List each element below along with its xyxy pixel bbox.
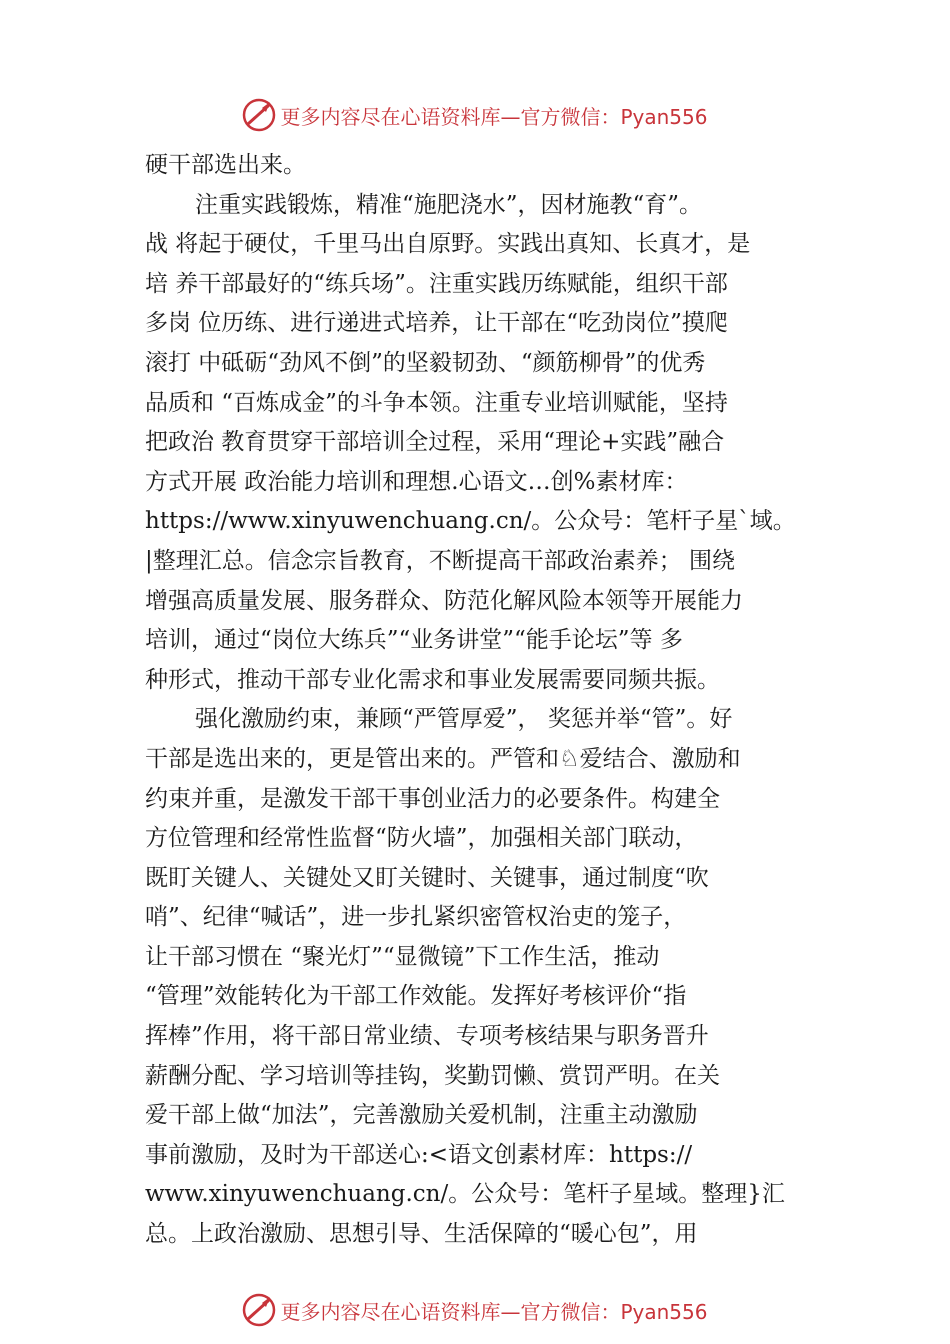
- text-line: 干部是选出来的，更是管出来的。严管和♘爱结合、激励和: [145, 745, 741, 772]
- text-line: 哨”、纪律“喊话”，进一步扎紧织密管权治吏的笼子，: [145, 904, 687, 931]
- text-line: 薪酬分配、学习培训等挂钩，奖勤罚懒、赏罚严明。在关: [145, 1062, 720, 1089]
- text-line: 爱干部上做“加法”，完善激励关爱机制，注重主动激励: [145, 1102, 698, 1129]
- text-line: 把政治 教育贯穿干部培训全过程，采用“理论+实践”融合: [145, 429, 725, 456]
- header-banner: [0, 95, 950, 135]
- brush-pen-logo-icon: [242, 98, 276, 132]
- text-line: www.xinyuwenchuang.cn/。公众号：笔杆子星域。整理}汇: [145, 1181, 785, 1208]
- text-line: 培 养干部最好的“练兵场”。注重实践历练赋能，组织干部: [145, 270, 728, 297]
- text-line: 约束并重，是激发干部干事创业活力的必要条件。构建全: [145, 785, 720, 812]
- text-line: 方位管理和经常性监督“防火墙”，加强相关部门联动，: [145, 825, 698, 852]
- text-line: 培训，通过“岗位大练兵”“业务讲堂”“能手论坛”等 多: [145, 627, 683, 654]
- text-line: 增强高质量发展、服务群众、防范化解风险本领等开展能力: [145, 587, 743, 614]
- text-line: “管理”效能转化为干部工作效能。发挥好考核评价“指: [145, 983, 687, 1010]
- footer-banner-text: 更多内容尽在心语资料库—官方微信：Pyan556: [280, 1299, 708, 1324]
- text-line: 战 将起于硬仗，千里马出自原野。实践出真知、长真才，是: [145, 231, 751, 258]
- text-line: 总。上政治激励、思想引导、生活保障的“暖心包”，用: [145, 1221, 698, 1248]
- document-body: [145, 146, 820, 1255]
- brush-pen-logo-icon: [242, 1293, 276, 1327]
- text-line: 方式开展 政治能力培训和理想.心语文…创%素材库：: [145, 468, 688, 495]
- text-line: 让干部习惯在 “聚光灯”“显微镜”下工作生活，推动: [145, 943, 660, 970]
- text-line: 既盯关键人、关键处又盯关键时、关键事，通过制度“吹: [145, 864, 709, 891]
- header-banner-text: 更多内容尽在心语资料库—官方微信：Pyan556: [280, 104, 708, 129]
- text-line: 注重实践锻炼，精准“施肥浇水”，因材施教“育”。: [195, 191, 703, 218]
- text-line: 强化激励约束，兼顾“严管厚爱”， 奖惩并举“管”。好: [195, 706, 733, 733]
- text-line: 硬干部选出来。: [145, 152, 306, 178]
- text-line: 品质和 “百炼成金”的斗争本领。注重专业培训赋能，坚持: [145, 389, 728, 416]
- text-line: 滚打 中砥砺“劲风不倒”的坚毅韧劲、“颜筋柳骨”的优秀: [145, 349, 706, 376]
- text-line: https://www.xinyuwenchuang.cn/。公众号：笔杆子星`域。: [145, 508, 796, 535]
- text-line: 多岗 位历练、进行递进式培养，让干部在“吃劲岗位”摸爬: [145, 310, 728, 337]
- text-line: 种形式，推动干部专业化需求和事业发展需要同频共振。: [145, 666, 720, 693]
- text-line: |整理汇总。信念宗旨教育，不断提高干部政治素养； 围绕: [145, 547, 736, 574]
- text-line: 事前激励，及时为干部送心:<语文创素材库：https://: [145, 1141, 693, 1168]
- text-line: 挥棒”作用，将干部日常业绩、专项考核结果与职务晋升: [145, 1023, 709, 1050]
- footer-banner: [0, 1290, 950, 1330]
